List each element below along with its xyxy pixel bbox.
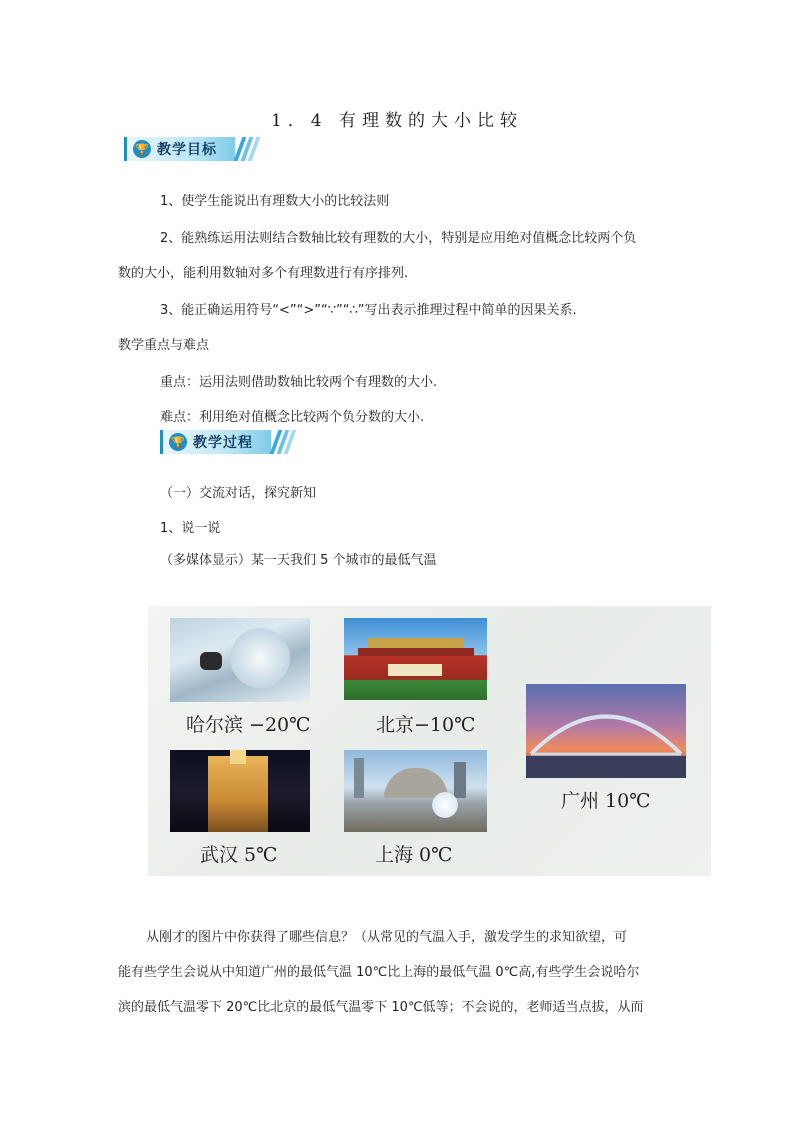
goal-3: 3、能正确运用符号“<”“>”“∵”“∴”写出表示推理过程中简单的因果关系. (160, 303, 577, 318)
section-banner-label: 教学目标 (157, 142, 217, 158)
page-title: 1．4 有理数的大小比较 (270, 111, 524, 131)
paragraph-line-1: 从刚才的图片中你获得了哪些信息？（从常见的气温入手，激发学生的求知欲望，可 (146, 930, 628, 945)
bridge-illustration (526, 684, 686, 778)
caption-wuhan: 武汉 5℃ (200, 844, 278, 866)
process-intro: （多媒体显示）某一天我们 5 个城市的最低气温 (160, 553, 437, 568)
beijing-photo (344, 618, 487, 700)
keypoints-heading: 教学重点与难点 (118, 338, 210, 353)
shanghai-photo (344, 750, 487, 832)
caption-beijing: 北京−10℃ (376, 714, 476, 736)
trophy-icon: 🏆 (133, 140, 151, 158)
city-temperature-figure (148, 606, 711, 876)
key-point: 重点：运用法则借助数轴比较两个有理数的大小. (160, 375, 438, 390)
banner-stripes (274, 430, 295, 454)
process-section-1: （一）交流对话，探究新知 (160, 486, 317, 501)
caption-shanghai: 上海 0℃ (375, 844, 453, 866)
paragraph-line-2: 能有些学生会说从中知道广州的最低气温 10℃比上海的最低气温 0℃高,有些学生会说哈尔 (118, 965, 640, 980)
caption-harbin: 哈尔滨 −20℃ (186, 714, 311, 736)
harbin-photo (170, 618, 310, 702)
section-banner-goals (124, 137, 259, 161)
paragraph-line-3: 滨的最低气温零下 20℃比北京的最低气温零下 10℃低等；不会说的，老师适当点拔，从而 (118, 1000, 644, 1015)
process-item-1: 1、说一说 (160, 521, 221, 536)
difficulty-point: 难点：利用绝对值概念比较两个负分数的大小. (160, 410, 425, 425)
goal-2-line-1: 2、能熟练运用法则结合数轴比较有理数的大小，特别是应用绝对值概念比较两个负 (160, 231, 637, 246)
goal-1: 1、使学生能说出有理数大小的比较法则 (160, 194, 390, 209)
banner-stripes (238, 137, 259, 161)
goal-2-line-2: 数的大小，能利用数轴对多个有理数进行有序排列. (118, 266, 409, 281)
trophy-icon: 🏆 (169, 433, 187, 451)
section-banner-label: 教学过程 (193, 435, 253, 451)
section-banner-process (160, 430, 295, 454)
wuhan-photo (170, 750, 310, 832)
caption-guangzhou: 广州 10℃ (561, 790, 651, 812)
guangzhou-photo (526, 684, 686, 778)
